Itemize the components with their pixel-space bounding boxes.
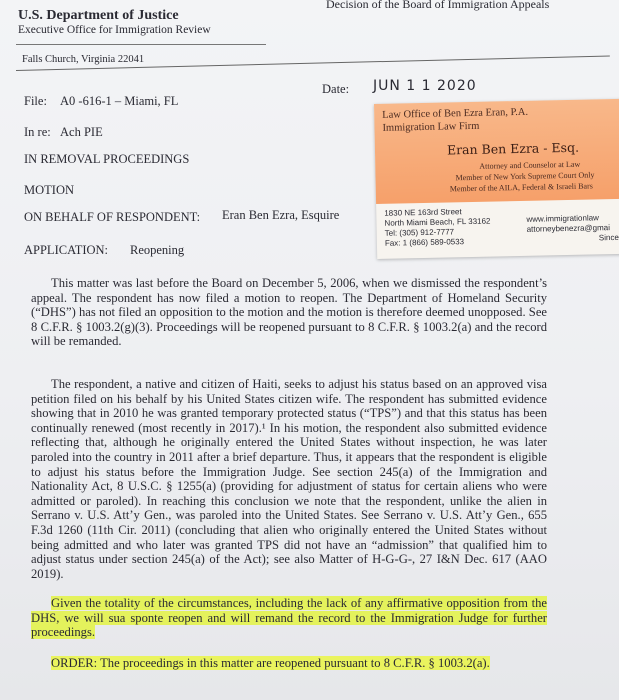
office-location: Falls Church, Virginia 22041 xyxy=(22,54,145,65)
card-membership-2: Member of the AILA, Federal & Israeli Bars xyxy=(449,181,593,194)
paragraph-3-highlighted: Given the totality of the circumstances, including the lack of any affirmative opposition from the DHS, we will sua sponte reopen and will remand the record to the Immigration Judge for further proceedings. xyxy=(31,596,547,640)
card-membership-1: Member of New York Supreme Court Only xyxy=(455,170,595,183)
agency-name: U.S. Department of Justice xyxy=(18,8,179,23)
card-fax: Fax: 1 (866) 589-0533 xyxy=(384,237,465,248)
card-since: Since xyxy=(598,232,619,243)
paragraph-1-text: This matter was last before the Board on December 5, 2006, when we dismissed the respondent’s appeal. The respondent has now filed a motion to reopen. The Department of Homeland Security (“DHS”) has not filed an opposition to the motion and the motion is therefore deemed unopposed. See 8 C.F.R. § 1003.2(g)(3). Proceedings will be reopened pursuant to 8 C.F.R. § 1003.2(a) and the record will be remanded. xyxy=(31,276,547,349)
paragraph-3 xyxy=(31,596,547,640)
date-stamp: JUN 1 1 2020 xyxy=(373,78,477,94)
order-text: ORDER: The proceedings in this matter are reopened pursuant to 8 C.F.R. § 1003.2(a). xyxy=(51,656,490,670)
inre-label: In re: xyxy=(24,125,51,139)
date-label: Date: xyxy=(322,82,350,96)
office-name: Executive Office for Immigration Review xyxy=(18,24,211,36)
header-divider xyxy=(16,44,266,45)
attorney-name: Eran Ben Ezra, Esquire xyxy=(222,208,340,222)
order-paragraph xyxy=(31,656,547,671)
card-firm-type: Immigration Law Firm xyxy=(382,120,480,134)
card-address-1: 1830 NE 163rd Street xyxy=(384,207,462,218)
card-firm: Law Office of Ben Ezra Eran, P.A. xyxy=(382,106,529,121)
application-value: Reopening xyxy=(130,243,185,257)
card-address-2: North Miami Beach, FL 33162 xyxy=(384,216,491,228)
application-label: APPLICATION: xyxy=(24,243,109,257)
respondent-name: Ach PIE xyxy=(60,125,103,139)
card-tel: Tel: (305) 912-7777 xyxy=(384,227,455,238)
card-website: www.immigrationlaw xyxy=(526,213,599,224)
motion-label: MOTION xyxy=(24,183,74,197)
behalf-label: ON BEHALF OF RESPONDENT: xyxy=(24,210,201,224)
file-number: A0 -616-1 – Miami, FL xyxy=(60,94,179,108)
card-role: Attorney and Counselor at Law xyxy=(479,159,581,171)
card-attorney-name: Eran Ben Ezra - Esq. xyxy=(446,139,580,158)
paragraph-1 xyxy=(31,276,547,349)
business-card xyxy=(374,99,619,259)
proceedings-type: IN REMOVAL PROCEEDINGS xyxy=(24,152,190,166)
paragraph-2-text: The respondent, a native and citizen of Haiti, seeks to adjust his status based on an approved visa petition filed on his behalf by his United States citizen wife. The respondent has submitted evidence showing that in 2010 he was granted temporary protected status (“TPS”) and that this status has been continually renewed (most recently in 2017).¹ In his motion, the respondent also submitted evidence reflecting that, although he originally entered the United States without inspection, he was later paroled into the country in 2011 after a brief departure. Thus, it appears that the respondent is eligible to adjust his status before the Immigration Judge. See section 245(a) of the Immigration and Nationality Act, 8 U.S.C. § 1255(a) (providing for adjustment of status for certain aliens who were admitted or paroled). In reaching this conclusion we note that the respondent, unlike the alien in Serrano v. U.S. Att’y Gen., was paroled into the United States. See Serrano v. U.S. Att’y Gen., 655 F.3d 1260 (11th Cir. 2011) (concluding that alien who originally entered the United States without being admitted and who later was granted TPS did not have an “admission” that qualified him to adjust status under section 245(a) of the Act); see also Matter of H-G-G-, 27 I&N Dec. 617 (AAO 2019). xyxy=(31,377,547,581)
paragraph-2 xyxy=(31,377,547,581)
card-email: attorneybenezra@gmai xyxy=(526,223,611,234)
file-label: File: xyxy=(24,94,47,108)
decision-title: Decision of the Board of Immigration Appeals xyxy=(326,0,550,11)
